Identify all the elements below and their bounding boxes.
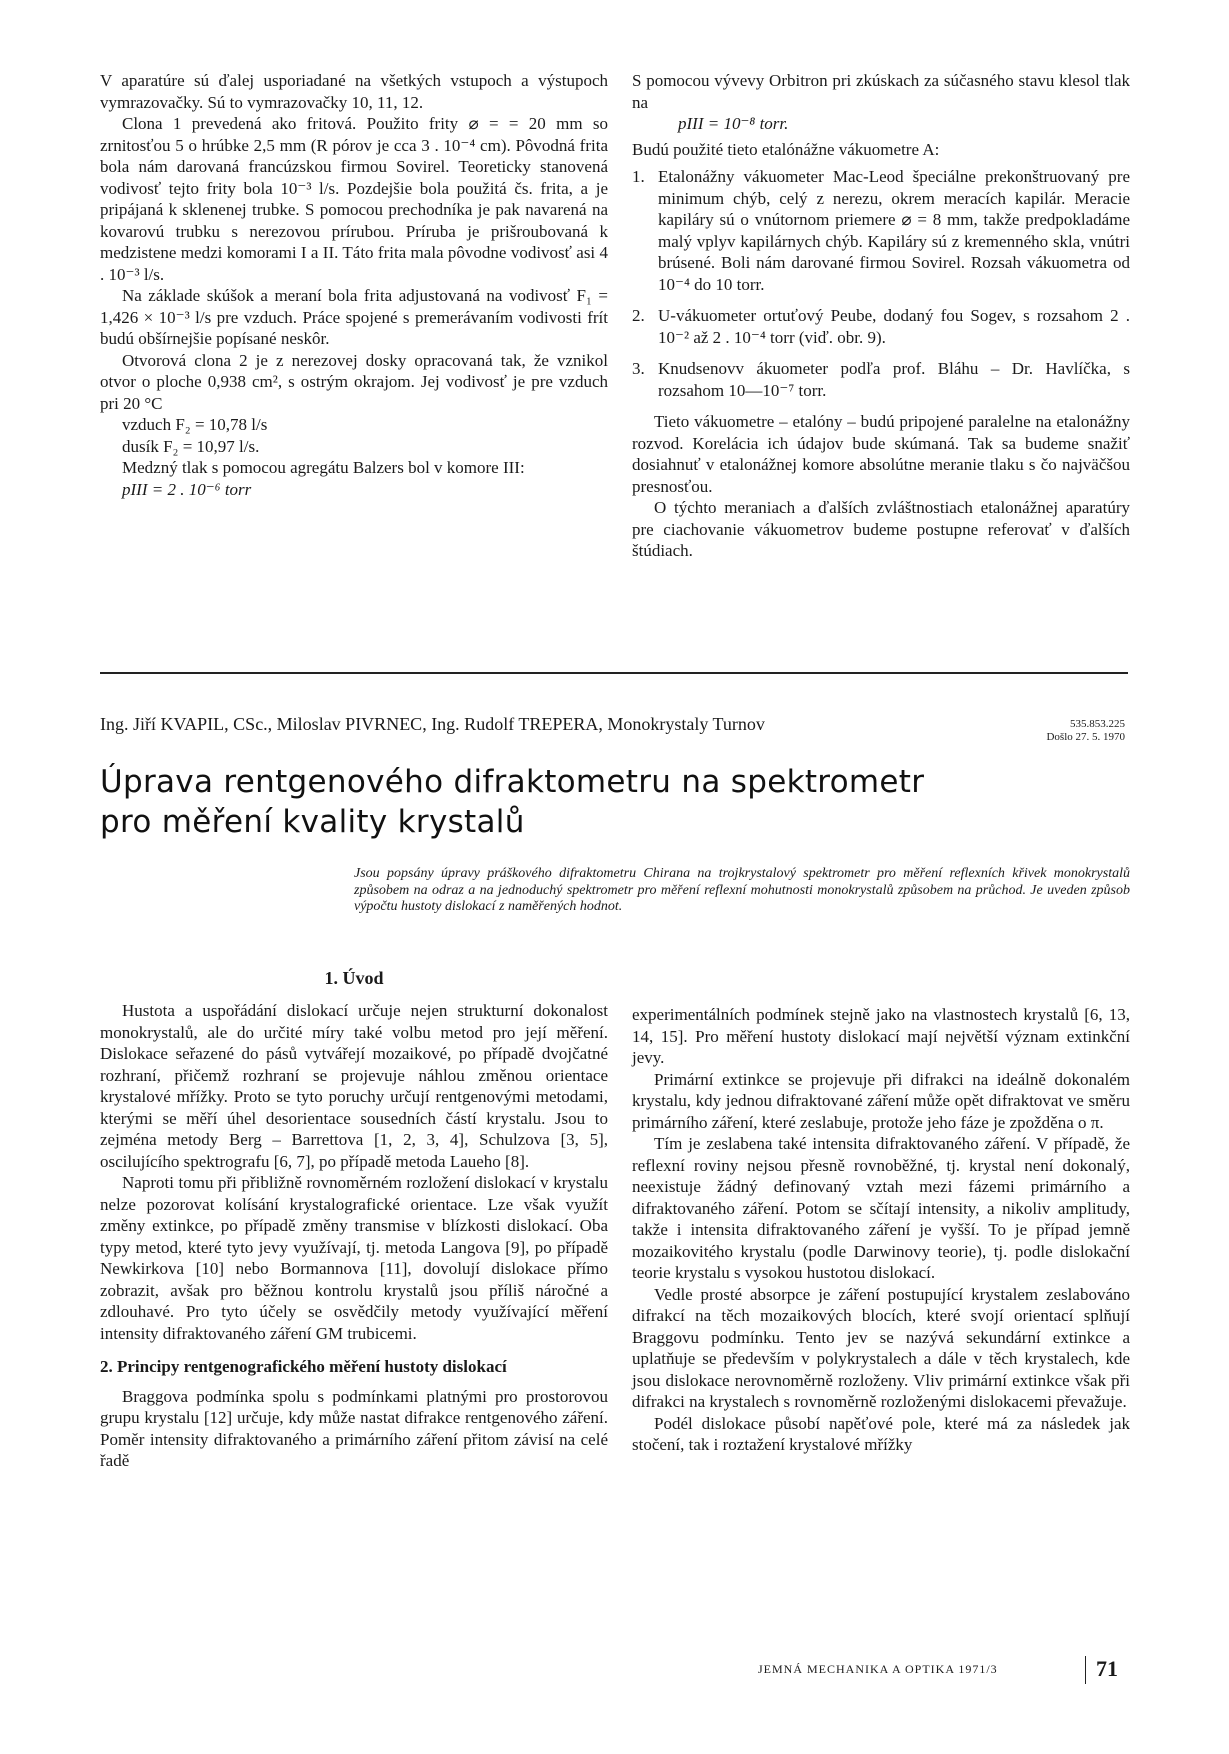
paragraph: Otvorová clona 2 je z nerezovej dosky opracovaná tak, že vznikol otvor o ploche 0,938 cm², s ostrým okrajom. Jej vodivosť je pre vzduch pri 20 °C bbox=[100, 350, 608, 413]
formula: pIII = 2 . 10⁻⁶ torr bbox=[122, 479, 252, 499]
journal-footer: JEMNÁ MECHANIKA A OPTIKA 1971/3 bbox=[758, 1662, 998, 1676]
paragraph: Braggova podmínka spolu s podmínkami platnými pro prostorovou grupu krystalu [12] určuje, kdy může nastat difrakce rentgenového záření. Poměr intensity difraktovaného a primárního záření přitom závisí na celé řadě bbox=[100, 1386, 608, 1470]
list-item bbox=[632, 305, 1130, 348]
paragraph: Hustota a uspořádání dislokací určuje nejen strukturní dokonalost monokrystalů, ale do určité míry také volbu metod pro její měření. Dislokace seřazené do pásů vytvářejí mozaikové, po případě dvojčatné rozhraní, přičemž rozhraní se projevuje náhlou změnou orientace krystalové mřížky. Proto se tyto poruchy určují rentgenovými metodami, kterými se měří úhel desorientace sousedních částí krystalu. Jsou to zejména metody Berg – Barrettova [1, 2, 3, 4], Schulzova [3, 5], oscilujícího spektrografu [6, 7], po případě metoda Laueho [8]. bbox=[100, 1001, 608, 1171]
article-title-line: Úprava rentgenového difraktometru na spektrometr bbox=[100, 764, 925, 800]
paragraph: Budú použité tieto etalónážne vákuometre A: bbox=[632, 139, 940, 159]
paragraph: Tím je zeslabena také intensita difraktovaného záření. V případě, že reflexní roviny nejsou přesně rovnoběžné, tj. krystal není dokonalý, neexistuje žádný definovaný vztah mezi fázemi primárního a difraktovaného záření. Potom se sčítají intensity, a nikoliv amplitudy, takže i intensita difraktovaného záření je vyšší. To je případ jemně mozaikovitého krystalu (podle Darwinovy teorie), tj. podle dislokační teorie krystalu s vysokou hustotou dislokací. bbox=[632, 1134, 1130, 1282]
paragraph: Medzný tlak s pomocou agregátu Balzers bol v komore III: bbox=[122, 458, 525, 477]
list-item bbox=[632, 358, 1130, 401]
formula: dusík F₂ = 10,97 l/s. bbox=[122, 436, 260, 456]
article-authors: Ing. Jiří KVAPIL, CSc., Miloslav PIVRNEC, Ing. Rudolf TREPERA, Monokrystaly Turnov bbox=[100, 714, 765, 734]
paragraph: Na základe skúšok a meraní bola frita adjustovaná na vodivosť F₁ = 1,426 × 10⁻³ l/s pre vzduch. Práce spojené s premerávaním vodivosti frít budú obšírnejšie popísané neskôr. bbox=[100, 286, 608, 348]
udc-code: 535.853.225 bbox=[1070, 718, 1125, 730]
formula: pIII = 10⁻⁸ torr. bbox=[678, 114, 789, 133]
vacuum-gauge-list bbox=[632, 166, 1130, 401]
article-abstract: Jsou popsány úpravy práškového difraktometru Chirana na trojkrystalový spektrometr pro měření reflexních křivek monokrystalů způsobem na odraz a na jednoduchý spektrometr pro měření reflexní mohutnosti monokrystalů způsobem na průchod. Je uveden způsob výpočtu hustoty dislokací z naměřených hodnot. bbox=[354, 866, 1130, 914]
list-item-text: Knudsenovv ákuometer podľa prof. Bláhu – Dr. Havlíčka, s rozsahom 10—10⁻⁷ torr. bbox=[658, 359, 1130, 400]
section-divider bbox=[100, 672, 1128, 674]
article-right-column bbox=[632, 1004, 1130, 1456]
footer-divider bbox=[1085, 1656, 1086, 1684]
list-item bbox=[632, 166, 1130, 295]
paragraph: Vedle prosté absorpce je záření postupující krystalem zeslabováno difrakcí na těch mozaikových blocích, které svojí orientací splňují Braggovu podmínku. Tento jev se nazývá sekundární extinkce a uplatňuje se především v polykrystalech a dále v těch krystalech, kde jsou dislokace nerovnoměrně rozloženy. Vliv primární extinkce však při difrakci na krystalech s rovnoměrně rozloženými dislokacemi převažuje. bbox=[632, 1284, 1130, 1411]
list-item-number: 3. bbox=[632, 359, 645, 378]
section-heading-principles: 2. Principy rentgenografického měření hustoty dislokací bbox=[100, 1357, 507, 1376]
list-item-number: 2. bbox=[632, 306, 645, 325]
list-item-text: Etalonážny vákuometer Mac-Leod špeciálne prekonštruovaný pre minimum chýb, celý z nerezu, okrem meracích kapilár. Meracie kapiláry sú o vnútornom priemere ⌀ = 8 mm, takže predpokladáme malý vplyv kapilárnych chýb. Kapiláry sú z kremenného skla, vnútri brúsené. Boli nám darované firmou Sovirel. Rozsah vákuometra od 10⁻⁴ do 10 torr. bbox=[658, 167, 1130, 294]
paragraph: experimentálních podmínek stejně jako na vlastnostech krystalů [6, 13, 14, 15]. Pro měření hustoty dislokací mají největší význam extinkční jevy. bbox=[632, 1005, 1130, 1067]
paragraph: Podél dislokace působí napěťové pole, které má za následek jak stočení, tak i roztažení krystalové mřížky bbox=[632, 1413, 1130, 1454]
paragraph: Naproti tomu při přibližně rovnoměrném rozložení dislokací v krystalu nelze pozorovat kolísání krystalografické orientace. Lze však využít změny extinkce, po případě změny transmise v blízkosti dislokací. Oba typy metod, které tyto jevy využívají, tj. metoda Langova [9], po případě Newkirkova [10] nebo Bormannova [11], dovolují dislokace přímo zobrazit, avšak pro běžnou kontrolu krystalů jsou příliš náročné a zdlouhavé. Pro tyto účely se osvědčily metody využívající měření intensity difraktovaného záření GM trubicemi. bbox=[100, 1173, 608, 1343]
paragraph: Tieto vákuometre – etalóny – budú pripojené paralelne na etalonážny rozvod. Korelácia ich údajov bude skúmaná. Tak sa budeme snažiť dosiahnuť v etalonážnej komore absolútne meranie tlaku s čo najväčšou presnosťou. bbox=[632, 412, 1130, 496]
paragraph: V aparatúre sú ďalej usporiadané na všetkých vstupoch a výstupoch vymrazovačky. Sú to vymrazovačky 10, 11, 12. bbox=[100, 71, 608, 112]
received-date: Došlo 27. 5. 1970 bbox=[1046, 731, 1125, 743]
paragraph: Primární extinkce se projevuje při difrakci na ideálně dokonalém krystalu, kdy jednou difraktované záření může opět difraktovat ve směru primárního záření, které zeslabuje, protože jeho fáze je zpožděna o π. bbox=[632, 1069, 1130, 1132]
paragraph: Clona 1 prevedená ako fritová. Použito frity ⌀ = = 20 mm so zrnitosťou 5 o hrúbke 2,5 mm (R pórov je cca 3 . 10⁻⁴ cm). Pôvodná frita bola nám darovaná francúzskou firmou Sovirel. Teoreticky stanovená vodivosť tejto frity bola 10⁻³ l/s. Pozdejšie bola použitá čs. frita, a je pripájaná k sklenenej trubke. S pomocou prechodníka je pak navarená na kovarovú trubku s nerezovou prírubou. Príruba je prišroubovaná k medzistene medzi komorami I a II. Táto frita mala pôvodne vodivosť asi 4 . 10⁻³ l/s. bbox=[100, 114, 608, 284]
section-heading-intro: 1. Úvod bbox=[324, 968, 384, 988]
article-title-line: pro měření kvality krystalů bbox=[100, 804, 525, 840]
paragraph: S pomocou vývevy Orbitron pri zkúskach za súčasného stavu klesol tlak na bbox=[632, 71, 1130, 112]
formula: vzduch F₂ = 10,78 l/s bbox=[122, 415, 268, 434]
previous-article-left-column bbox=[100, 70, 608, 500]
page-number: 71 bbox=[1096, 1656, 1118, 1681]
paragraph: O týchto meraniach a ďalších zvláštnostiach etalonážnej aparatúry pre ciachovanie vákuometrov budeme postupne referovať v ďalších štúdiach. bbox=[632, 498, 1130, 560]
article-title bbox=[100, 762, 1100, 842]
article-meta bbox=[1046, 718, 1125, 744]
article-left-column bbox=[100, 1000, 608, 1472]
list-item-text: U-vákuometer ortuťový Peube, dodaný fou Sogev, s rozsahom 2 . 10⁻² až 2 . 10⁻⁴ torr (viď. obr. 9). bbox=[658, 306, 1130, 347]
previous-article-right-column bbox=[632, 70, 1130, 562]
list-item-number: 1. bbox=[632, 167, 645, 186]
